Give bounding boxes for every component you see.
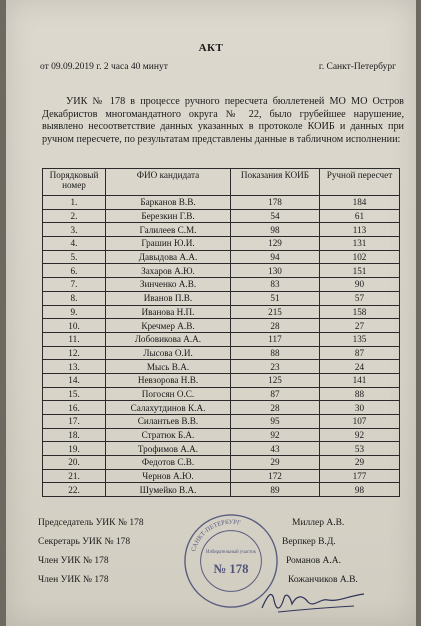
row-number: 20.	[43, 456, 106, 470]
table-row	[43, 442, 400, 456]
document-date: от 09.09.2019 г. 2 часа 40 минут	[40, 62, 168, 72]
manual-count: 158	[320, 305, 400, 319]
signature-role: Секретарь УИК № 178	[38, 537, 131, 547]
candidate-name: Иванов П.В.	[106, 291, 231, 305]
table-row	[43, 196, 400, 210]
koib-count: 54	[231, 209, 320, 223]
candidate-name: Погосян О.С.	[106, 387, 231, 401]
row-number: 7.	[43, 278, 106, 292]
results-table	[42, 168, 400, 497]
koib-count: 98	[231, 223, 320, 237]
candidate-name: Шумейко В.А.	[106, 483, 231, 497]
manual-count: 131	[320, 237, 400, 251]
intro-paragraph: УИК № 178 в процессе ручного пересчета бюллетеней МО МО Остров Декабристов многомандатного округа № 22, было грубейшее нарушение, выявлено несоответствие данных указанных в протоколе КОИБ и данных при ручном пересчете, по результатам представлены данные в табличном исполнении:	[42, 96, 404, 145]
row-number: 17.	[43, 415, 106, 429]
candidate-name: Лысова О.И.	[106, 346, 231, 360]
manual-count: 141	[320, 373, 400, 387]
candidate-name: Силантьев В.В.	[106, 415, 231, 429]
manual-count: 30	[320, 401, 400, 415]
stamp-number: № 178	[213, 561, 249, 576]
candidate-name: Лобовикова А.А.	[106, 332, 231, 346]
document-title: АКТ	[198, 42, 224, 54]
table-row	[43, 209, 400, 223]
header-koib: Показания КОИБ	[231, 169, 320, 196]
table-row	[43, 237, 400, 251]
table-header-row	[43, 169, 400, 196]
row-number: 13.	[43, 360, 106, 374]
table-row	[43, 305, 400, 319]
koib-count: 83	[231, 278, 320, 292]
manual-count: 87	[320, 346, 400, 360]
manual-count: 29	[320, 456, 400, 470]
candidate-name: Кречмер А.В.	[106, 319, 231, 333]
stamp-label: Избирательный участок	[206, 550, 256, 556]
row-number: 5.	[43, 250, 106, 264]
manual-count: 92	[320, 428, 400, 442]
manual-count: 177	[320, 469, 400, 483]
signature-role: Член УИК № 178	[38, 556, 109, 566]
document-city: г. Санкт-Петербург	[318, 62, 396, 72]
row-number: 12.	[43, 346, 106, 360]
table-row	[43, 401, 400, 415]
header-number: Порядковый номер	[43, 169, 106, 196]
row-number: 15.	[43, 387, 106, 401]
signature-name: Верпкер В.Д.	[282, 537, 336, 547]
row-number: 14.	[43, 373, 106, 387]
koib-count: 130	[231, 264, 320, 278]
koib-count: 88	[231, 346, 320, 360]
koib-count: 178	[231, 196, 320, 210]
stamp-ring-text: САНКТ-ПЕТЕРБУРГ	[190, 518, 242, 553]
header-manual: Ручной пересчет	[320, 169, 400, 196]
koib-count: 23	[231, 360, 320, 374]
table-row	[43, 332, 400, 346]
row-number: 19.	[43, 442, 106, 456]
header-candidate: ФИО кандидата	[106, 169, 231, 196]
row-number: 8.	[43, 291, 106, 305]
table-row	[43, 387, 400, 401]
row-number: 3.	[43, 223, 106, 237]
candidate-name: Невзорова Н.В.	[106, 373, 231, 387]
manual-count: 135	[320, 332, 400, 346]
koib-count: 29	[231, 456, 320, 470]
koib-count: 125	[231, 373, 320, 387]
koib-count: 94	[231, 250, 320, 264]
candidate-name: Иванова Н.П.	[106, 305, 231, 319]
manual-count: 27	[320, 319, 400, 333]
candidate-name: Трофимов А.А.	[106, 442, 231, 456]
koib-count: 117	[231, 332, 320, 346]
koib-count: 28	[231, 401, 320, 415]
koib-count: 87	[231, 387, 320, 401]
koib-count: 95	[231, 415, 320, 429]
koib-count: 172	[231, 469, 320, 483]
manual-count: 151	[320, 264, 400, 278]
candidate-name: Грашин Ю.И.	[106, 237, 231, 251]
koib-count: 129	[231, 237, 320, 251]
signature-role: Председатель УИК № 178	[38, 518, 144, 528]
signature-name: Миллер А.В.	[292, 518, 345, 528]
manual-count: 113	[320, 223, 400, 237]
handwritten-signature	[258, 586, 368, 616]
table-row	[43, 483, 400, 497]
manual-count: 107	[320, 415, 400, 429]
koib-count: 215	[231, 305, 320, 319]
manual-count: 61	[320, 209, 400, 223]
candidate-name: Галилеев С.М.	[106, 223, 231, 237]
table-row	[43, 415, 400, 429]
row-number: 16.	[43, 401, 106, 415]
candidate-name: Салахутдинов К.А.	[106, 401, 231, 415]
row-number: 22.	[43, 483, 106, 497]
row-number: 1.	[43, 196, 106, 210]
manual-count: 90	[320, 278, 400, 292]
table-row	[43, 250, 400, 264]
manual-count: 53	[320, 442, 400, 456]
candidate-name: Давыдова А.А.	[106, 250, 231, 264]
manual-count: 24	[320, 360, 400, 374]
svg-text:САНКТ-ПЕТЕРБУРГ	[190, 519, 241, 553]
koib-count: 43	[231, 442, 320, 456]
manual-count: 98	[320, 483, 400, 497]
koib-count: 28	[231, 319, 320, 333]
row-number: 6.	[43, 264, 106, 278]
candidate-name: Березкин Г.В.	[106, 209, 231, 223]
row-number: 9.	[43, 305, 106, 319]
document-page	[6, 0, 416, 626]
table-row	[43, 223, 400, 237]
table-row	[43, 346, 400, 360]
table-row	[43, 360, 400, 374]
table-row	[43, 456, 400, 470]
candidate-name: Федотов С.В.	[106, 456, 231, 470]
table-row	[43, 373, 400, 387]
koib-count: 51	[231, 291, 320, 305]
koib-count: 92	[231, 428, 320, 442]
candidate-name: Зинченко А.В.	[106, 278, 231, 292]
table-row	[43, 469, 400, 483]
table-row	[43, 291, 400, 305]
manual-count: 102	[320, 250, 400, 264]
candidate-name: Барканов В.В.	[106, 196, 231, 210]
row-number: 21.	[43, 469, 106, 483]
candidate-name: Стратюк Б.А.	[106, 428, 231, 442]
candidate-name: Мысь В.А.	[106, 360, 231, 374]
row-number: 10.	[43, 319, 106, 333]
signature-name: Романов А.А.	[286, 556, 341, 566]
candidate-name: Чернов А.Ю.	[106, 469, 231, 483]
manual-count: 184	[320, 196, 400, 210]
row-number: 18.	[43, 428, 106, 442]
row-number: 11.	[43, 332, 106, 346]
table-row	[43, 428, 400, 442]
row-number: 4.	[43, 237, 106, 251]
signature-name: Кожанчиков А.В.	[288, 575, 358, 585]
candidate-name: Захаров А.Ю.	[106, 264, 231, 278]
manual-count: 88	[320, 387, 400, 401]
table-row	[43, 319, 400, 333]
koib-count: 89	[231, 483, 320, 497]
table-row	[43, 264, 400, 278]
row-number: 2.	[43, 209, 106, 223]
signature-role: Член УИК № 178	[38, 575, 109, 585]
table-row	[43, 278, 400, 292]
manual-count: 57	[320, 291, 400, 305]
